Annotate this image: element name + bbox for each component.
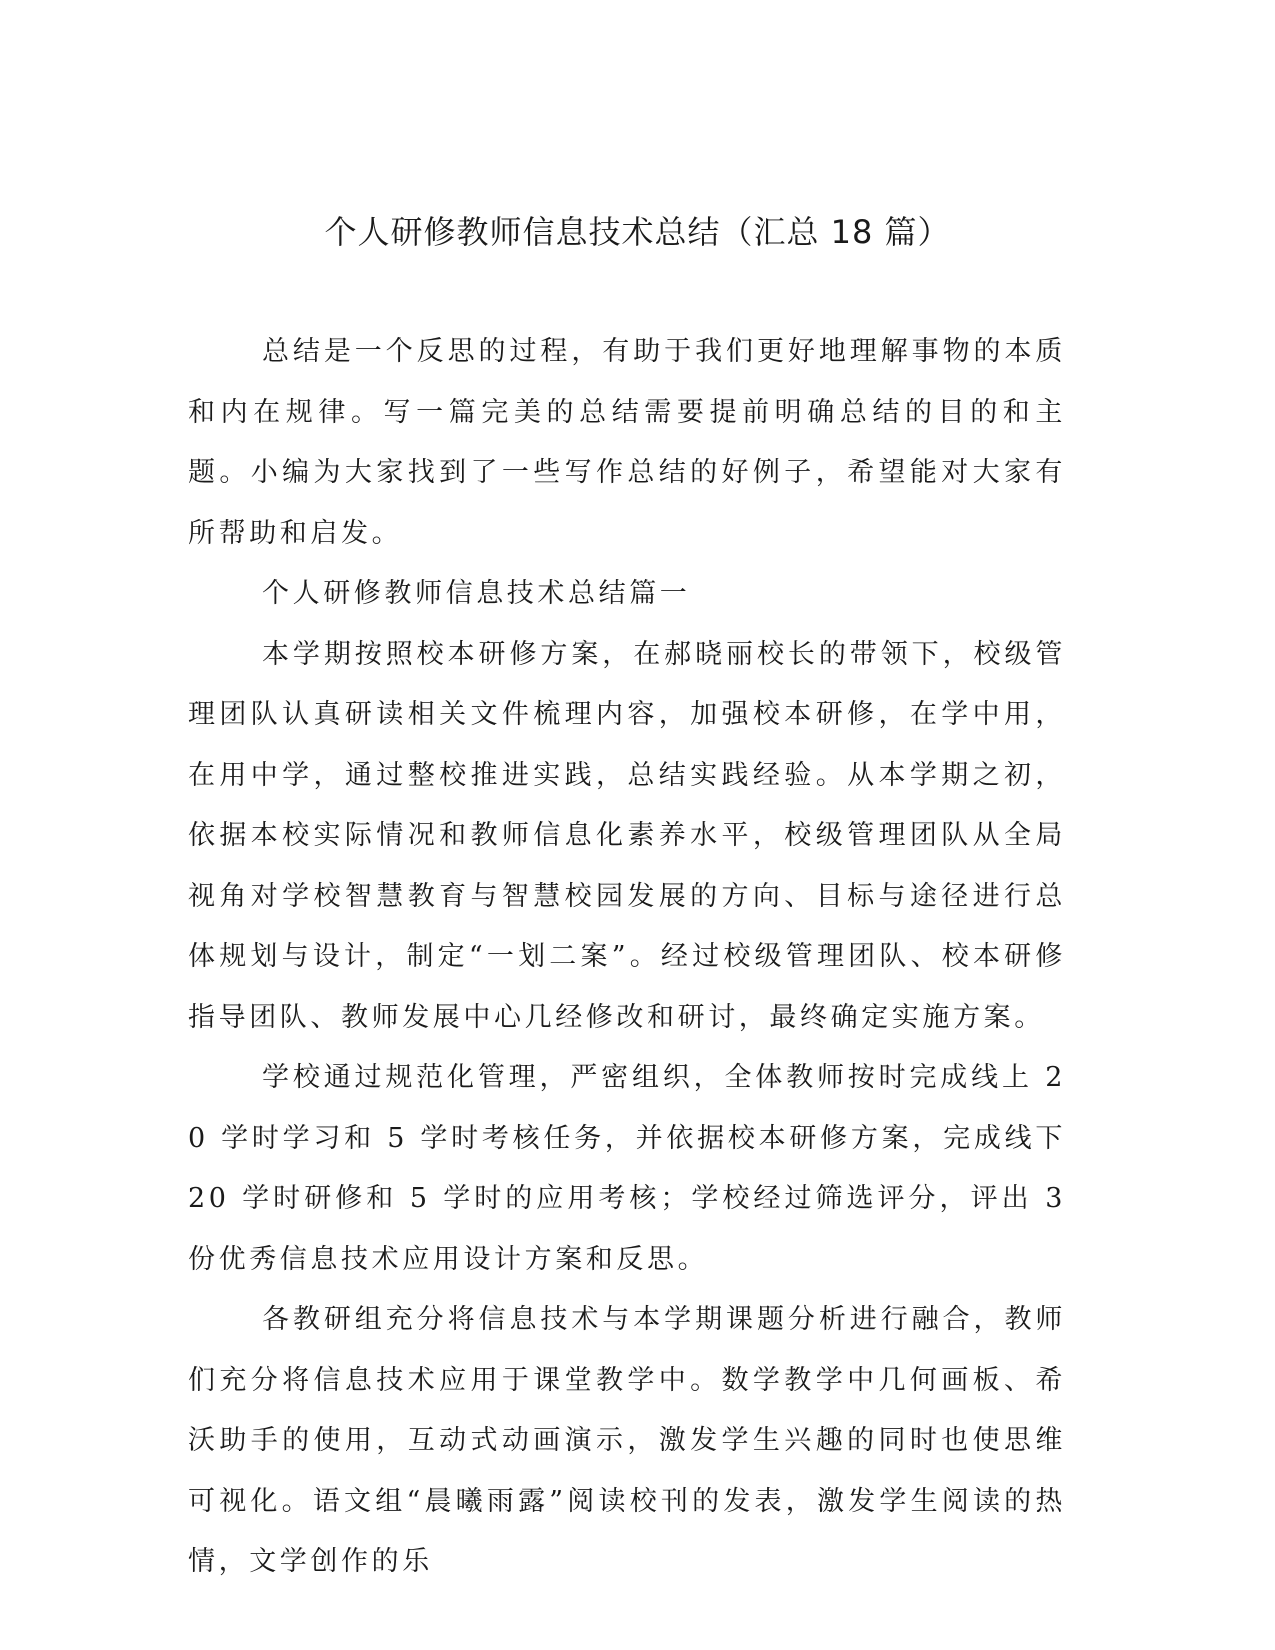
body-paragraph: 学校通过规范化管理，严密组织，全体教师按时完成线上 20 学时学习和 5 学时考核任务，并依据校本研修方案，完成线下 20 学时研修和 5 学时的应用考核；学校经过筛选评分，评出 3 份优秀信息技术应用设计方案和反思。 [188, 1062, 1066, 1275]
body-paragraph: 本学期按照校本研修方案，在郝晓丽校长的带领下，校级管理团队认真研读相关文件梳理内容，加强校本研修，在学中用，在用中学，通过整校推进实践，总结实践经验。从本学期之初，依据本校实际情况和教师信息化素养水平，校级管理团队从全局视角对学校智慧教育与智慧校园发展的方向、目标与途径进行总体规划与设计，制定“一划二案”。经过校级管理团队、校本研修指导团队、教师发展中心几经修改和研讨，最终确定实施方案。 [188, 638, 1066, 1033]
intro-paragraph: 总结是一个反思的过程，有助于我们更好地理解事物的本质和内在规律。写一篇完美的总结需要提前明确总结的目的和主题。小编为大家找到了一些写作总结的好例子，希望能对大家有所帮助和启发。 [188, 336, 1066, 549]
document-body [188, 322, 1066, 1593]
body-paragraph: 各教研组充分将信息技术与本学期课题分析进行融合，教师们充分将信息技术应用于课堂教学中。数学教学中几何画板、希沃助手的使用，互动式动画演示，激发学生兴趣的同时也使思维可视化。语文组“晨曦雨露”阅读校刊的发表，激发学生阅读的热情，文学创作的乐 [188, 1304, 1066, 1577]
document-title: 个人研修教师信息技术总结（汇总 18 篇） [324, 213, 951, 251]
section-heading: 个人研修教师信息技术总结篇一 [262, 578, 691, 609]
